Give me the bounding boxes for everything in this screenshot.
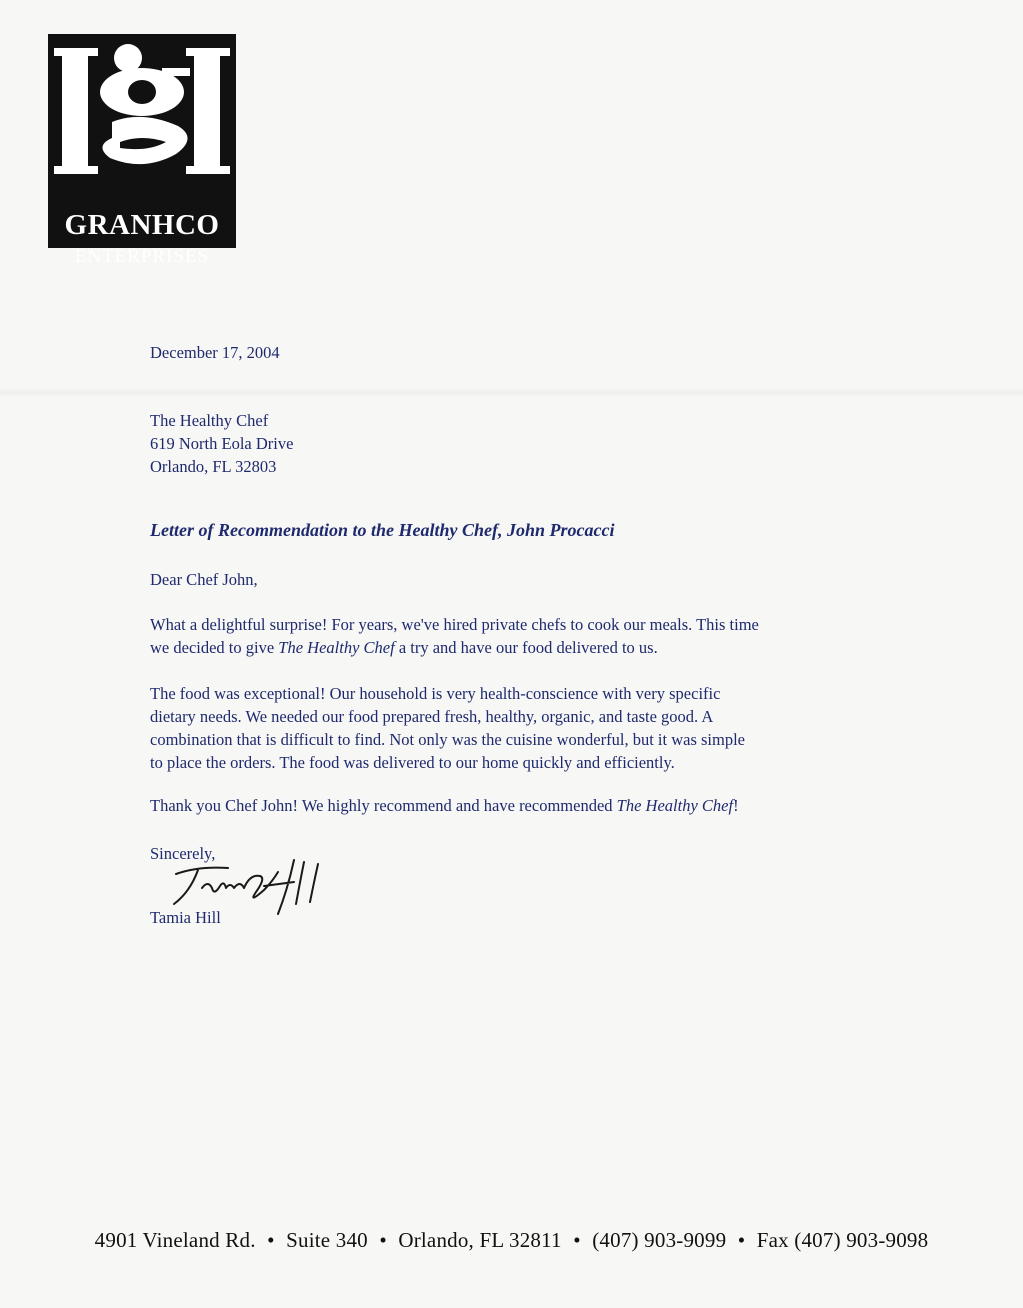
paragraph-text: Thank you Chef John! We highly recommend and have recommended xyxy=(150,796,617,815)
recipient-name: The Healthy Chef xyxy=(150,411,269,430)
signer-name: Tamia Hill xyxy=(150,908,221,927)
letter-subject: Letter of Recommendation to the Healthy Chef, John Procacci xyxy=(150,520,615,540)
company-name-italic: The Healthy Chef xyxy=(278,638,395,657)
granhco-logo xyxy=(48,34,236,267)
paragraph-text: we decided to give xyxy=(150,638,279,657)
salutation: Dear Chef John, xyxy=(150,570,258,589)
body-paragraph-1 xyxy=(150,613,890,659)
footer-address: 4901 Vineland Rd. xyxy=(94,1228,256,1252)
paragraph-text: ! xyxy=(733,796,739,815)
recipient-city: Orlando, FL 32803 xyxy=(150,457,277,476)
paragraph-line: The food was exceptional! Our household is very health-conscience with very specific xyxy=(150,684,721,703)
footer-separator: • xyxy=(379,1228,387,1252)
footer-separator: • xyxy=(267,1228,275,1252)
letterhead-footer xyxy=(0,1228,1023,1253)
logo-company-name: GRANHCO xyxy=(64,209,220,241)
footer-fax: Fax (407) 903-9098 xyxy=(756,1228,929,1252)
body-paragraph-2 xyxy=(150,682,890,774)
letter-date: December 17, 2004 xyxy=(150,343,280,362)
footer-city: Orlando, FL 32811 xyxy=(398,1228,562,1252)
footer-phone: (407) 903-9099 xyxy=(592,1228,727,1252)
recipient-street: 619 North Eola Drive xyxy=(150,434,294,453)
paragraph-line xyxy=(150,794,890,817)
paragraph-line xyxy=(150,636,890,659)
footer-suite: Suite 340 xyxy=(286,1228,368,1252)
footer-separator: • xyxy=(737,1228,746,1252)
body-paragraph-3 xyxy=(150,794,890,817)
paragraph-line: dietary needs. We needed our food prepared fresh, healthy, organic, and taste good. A xyxy=(150,707,714,726)
company-name-italic: The Healthy Chef xyxy=(616,796,734,815)
paragraph-line: combination that is difficult to find. Not only was the cuisine wonderful, but it was simple xyxy=(150,730,745,749)
paragraph-line: What a delightful surprise! For years, we've hired private chefs to cook our meals. This time xyxy=(150,615,759,634)
paragraph-line: to place the orders. The food was delivered to our home quickly and efficiently. xyxy=(150,753,675,772)
footer-separator: • xyxy=(573,1228,581,1252)
closing: Sincerely, xyxy=(150,844,216,863)
logo-subtitle: ENTERPRISES xyxy=(74,246,210,267)
paragraph-text: a try and have our food delivered to us. xyxy=(394,638,658,657)
